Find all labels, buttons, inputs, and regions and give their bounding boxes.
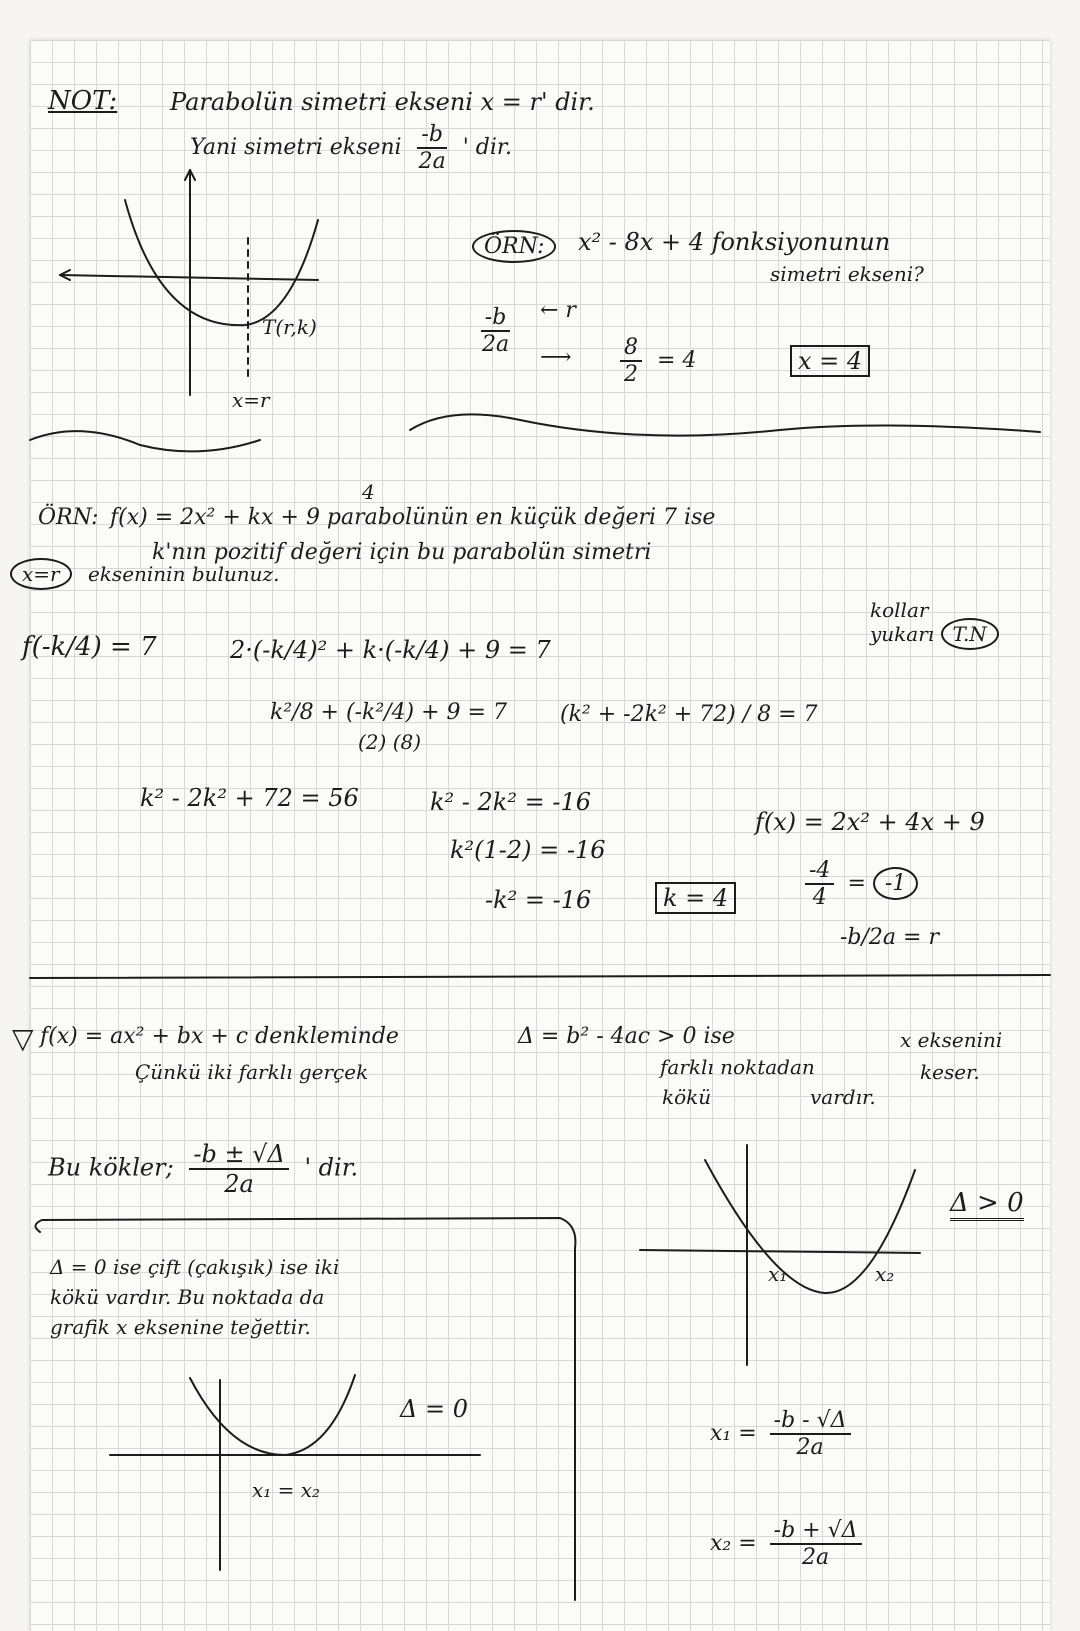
example1-step: $\frac{-b}{2a}$ (482, 305, 510, 357)
delta-line1c: x eksenini (900, 1028, 1003, 1052)
delta-zero-line1: Δ = 0 ise çift (çakışık) ise iki (50, 1255, 340, 1279)
delta-line2a: Çünkü iki farklı gerçek (135, 1060, 369, 1084)
delta-zero-line2: kökü vardır. Bu noktada da (50, 1285, 325, 1309)
example1-answer: x = 4 (790, 345, 870, 377)
example2-above-note: 4 (362, 480, 375, 504)
example2-question-line1: f(x) = 2x² + kx + 9 parabolünün en küçük değeri 7 ise (110, 505, 716, 530)
example2-step3: k² - 2k² + 72 = 56 (140, 784, 359, 812)
example2-step1: f(-k/4) = 7 (22, 632, 157, 662)
example2-tag: ÖRN: (38, 505, 99, 530)
example2-step5: k²(1-2) = -16 (450, 836, 606, 864)
example2-step2b: (k² + -2k² + 72) / 8 = 7 (560, 702, 818, 727)
example1-question2: simetri ekseni? (770, 262, 924, 286)
example2-step4: k² - 2k² = -16 (430, 788, 591, 816)
delta-zero-root: x₁ = x₂ (252, 1478, 321, 1502)
roots-formula: Bu kökler; $\frac{-b \pm √\Delta}{2a}$ ' dir. (48, 1140, 359, 1198)
example2-step1b: 2·(-k/4)² + k·(-k/4) + 9 = 7 (230, 636, 551, 664)
example2-step2-sub: (2) (8) (358, 730, 422, 754)
example1-tag: ÖRN: (472, 230, 556, 263)
warning-icon: ▽ (12, 1022, 34, 1055)
x2-formula: x₂ = $\frac{-b + √\Delta}{2a}$ (710, 1518, 862, 1570)
delta-zero-line3: grafik x eksenine teğettir. (50, 1315, 311, 1339)
example2-fx: f(x) = 2x² + 4x + 9 (755, 808, 985, 836)
example2-side-note: kollar yukarı T.N (870, 598, 999, 646)
delta-zero-label: Δ = 0 (400, 1395, 468, 1423)
delta-line3b: vardır. (810, 1085, 876, 1109)
delta-positive-x1: x₁ (768, 1262, 788, 1286)
example2-step2: k²/8 + (-k²/4) + 9 = 7 (270, 700, 507, 725)
example1-br-note: ← r (540, 298, 576, 323)
note-vertex-label: T(r,k) (262, 315, 317, 339)
delta-line1b: Δ = b² - 4ac > 0 ise (518, 1024, 735, 1049)
example1-calc: $\frac{8}{2}$ = 4 (620, 335, 696, 387)
delta-positive-label: Δ > 0 (950, 1188, 1024, 1218)
example1-arrow: ⟶ (540, 345, 572, 370)
note-line1: Parabolün simetri ekseni x = r' dir. (170, 88, 595, 116)
delta-line2c: keser. (920, 1060, 980, 1084)
delta-line1a: f(x) = ax² + bx + c denkleminde (40, 1024, 399, 1049)
note-label: NOT: (48, 86, 118, 116)
example2-question-line2: k'nın pozitif değeri için bu parabolün simetri (152, 540, 652, 565)
example2-question-line3: x=r ekseninin bulunuz. (10, 562, 279, 586)
x1-formula: x₁ = $\frac{-b - √\Delta}{2a}$ (710, 1408, 851, 1460)
example2-k-answer: k = 4 (655, 882, 736, 914)
note-axis-label: x=r (232, 388, 270, 412)
example2-fx-calc: $\frac{-4}{4}$ = -1 (805, 858, 918, 910)
delta-positive-x2: x₂ (875, 1262, 895, 1286)
example2-r-formula: -b/2a = r (840, 925, 939, 950)
note-line2: Yani simetri ekseni $\frac{-b}{2a}$ ' dir. (190, 122, 512, 174)
example1-question: x² - 8x + 4 fonksiyonunun (578, 228, 891, 256)
delta-line2b: farklı noktadan (660, 1055, 815, 1079)
delta-line3a: kökü (662, 1085, 712, 1109)
example2-step6: -k² = -16 (485, 886, 592, 914)
